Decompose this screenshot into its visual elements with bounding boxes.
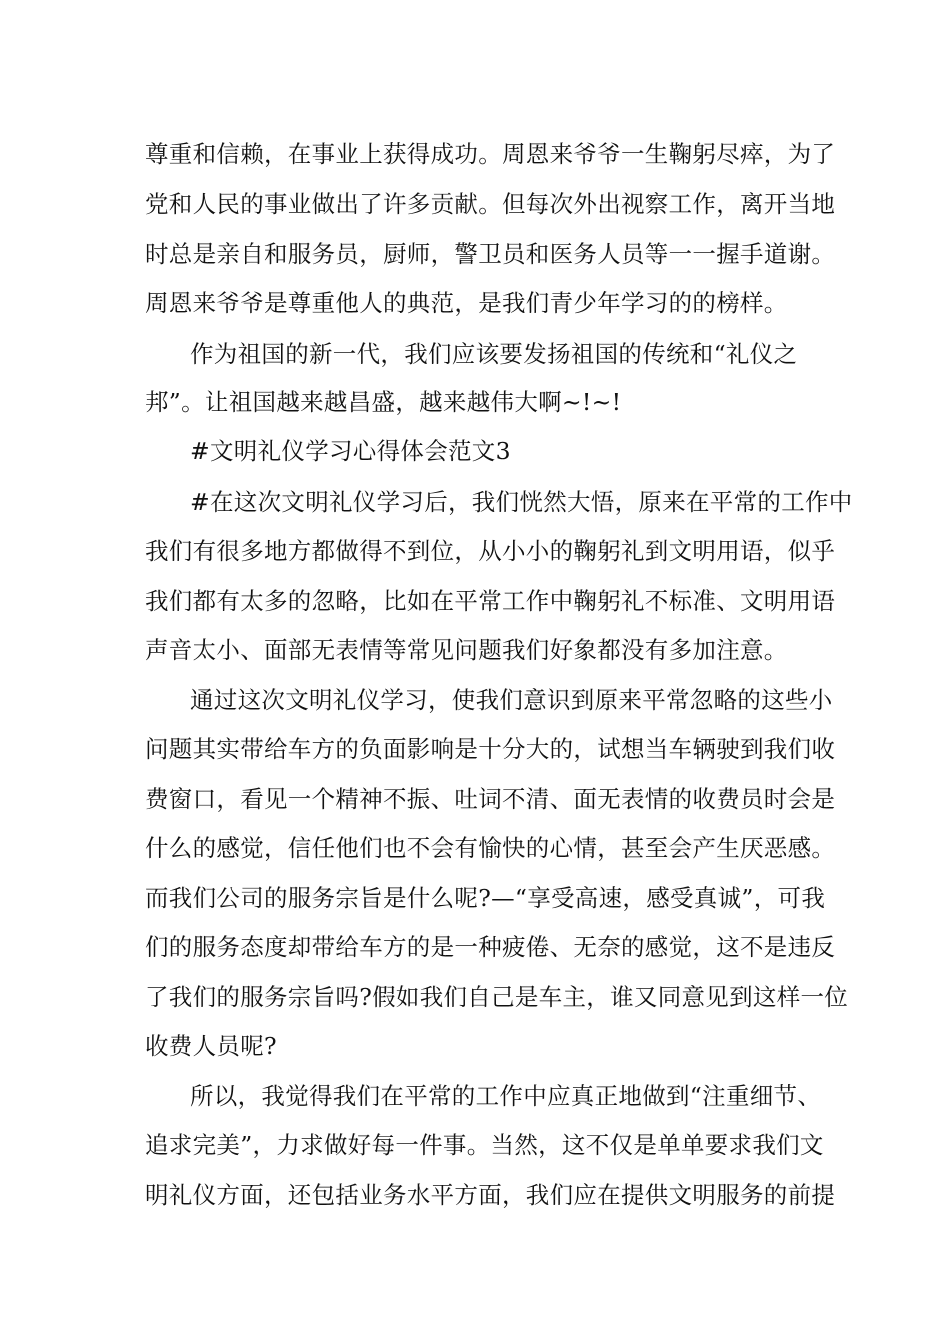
text-line: 什么的感觉，信任他们也不会有愉快的心情，甚至会产生厌恶感。 <box>145 834 836 862</box>
text-line: 我们有很多地方都做得不到位，从小小的鞠躬礼到文明用语，似乎 <box>145 537 836 565</box>
text-line: 声音太小、面部无表情等常见问题我们好象都没有多加注意。 <box>145 636 788 664</box>
section-heading: #文明礼仪学习心得体会范文3 <box>190 437 511 465</box>
text-line: 尊重和信赖，在事业上获得成功。周恩来爷爷一生鞠躬尽瘁，为了 <box>145 140 836 168</box>
text-line: 作为祖国的新一代，我们应该要发扬祖国的传统和“礼仪之 <box>190 340 798 368</box>
text-line: 而我们公司的服务宗旨是什么呢?—“享受高速，感受真诚”，可我 <box>145 884 826 912</box>
text-line: 收费人员呢? <box>145 1032 277 1060</box>
text-line: 追求完美”，力求做好每一件事。当然，这不仅是单单要求我们文 <box>145 1131 824 1159</box>
text-line: #在这次文明礼仪学习后，我们恍然大悟，原来在平常的工作中 <box>190 488 853 516</box>
text-line: 我们都有太多的忽略，比如在平常工作中鞠躬礼不标准、文明用语 <box>145 587 836 615</box>
text-line: 费窗口，看见一个精神不振、吐词不清、面无表情的收费员时会是 <box>145 785 836 813</box>
text-line: 通过这次文明礼仪学习，使我们意识到原来平常忽略的这些小 <box>190 686 833 714</box>
text-line: 了我们的服务宗旨吗?假如我们自己是车主，谁又同意见到这样一位 <box>145 983 849 1011</box>
text-line: 所以，我觉得我们在平常的工作中应真正地做到“注重细节、 <box>190 1082 822 1110</box>
text-line: 周恩来爷爷是尊重他人的典范，是我们青少年学习的的榜样。 <box>145 289 788 317</box>
text-line: 明礼仪方面，还包括业务水平方面，我们应在提供文明服务的前提 <box>145 1181 836 1209</box>
text-line: 党和人民的事业做出了许多贡献。但每次外出视察工作，离开当地 <box>145 190 836 218</box>
text-line: 邦”。让祖国越来越昌盛，越来越伟大啊~!~! <box>145 388 622 416</box>
text-line: 问题其实带给车方的负面影响是十分大的，试想当车辆驶到我们收 <box>145 735 836 763</box>
text-line: 们的服务态度却带给车方的是一种疲倦、无奈的感觉，这不是违反 <box>145 933 836 961</box>
text-line: 时总是亲自和服务员，厨师，警卫员和医务人员等一一握手道谢。 <box>145 240 836 268</box>
